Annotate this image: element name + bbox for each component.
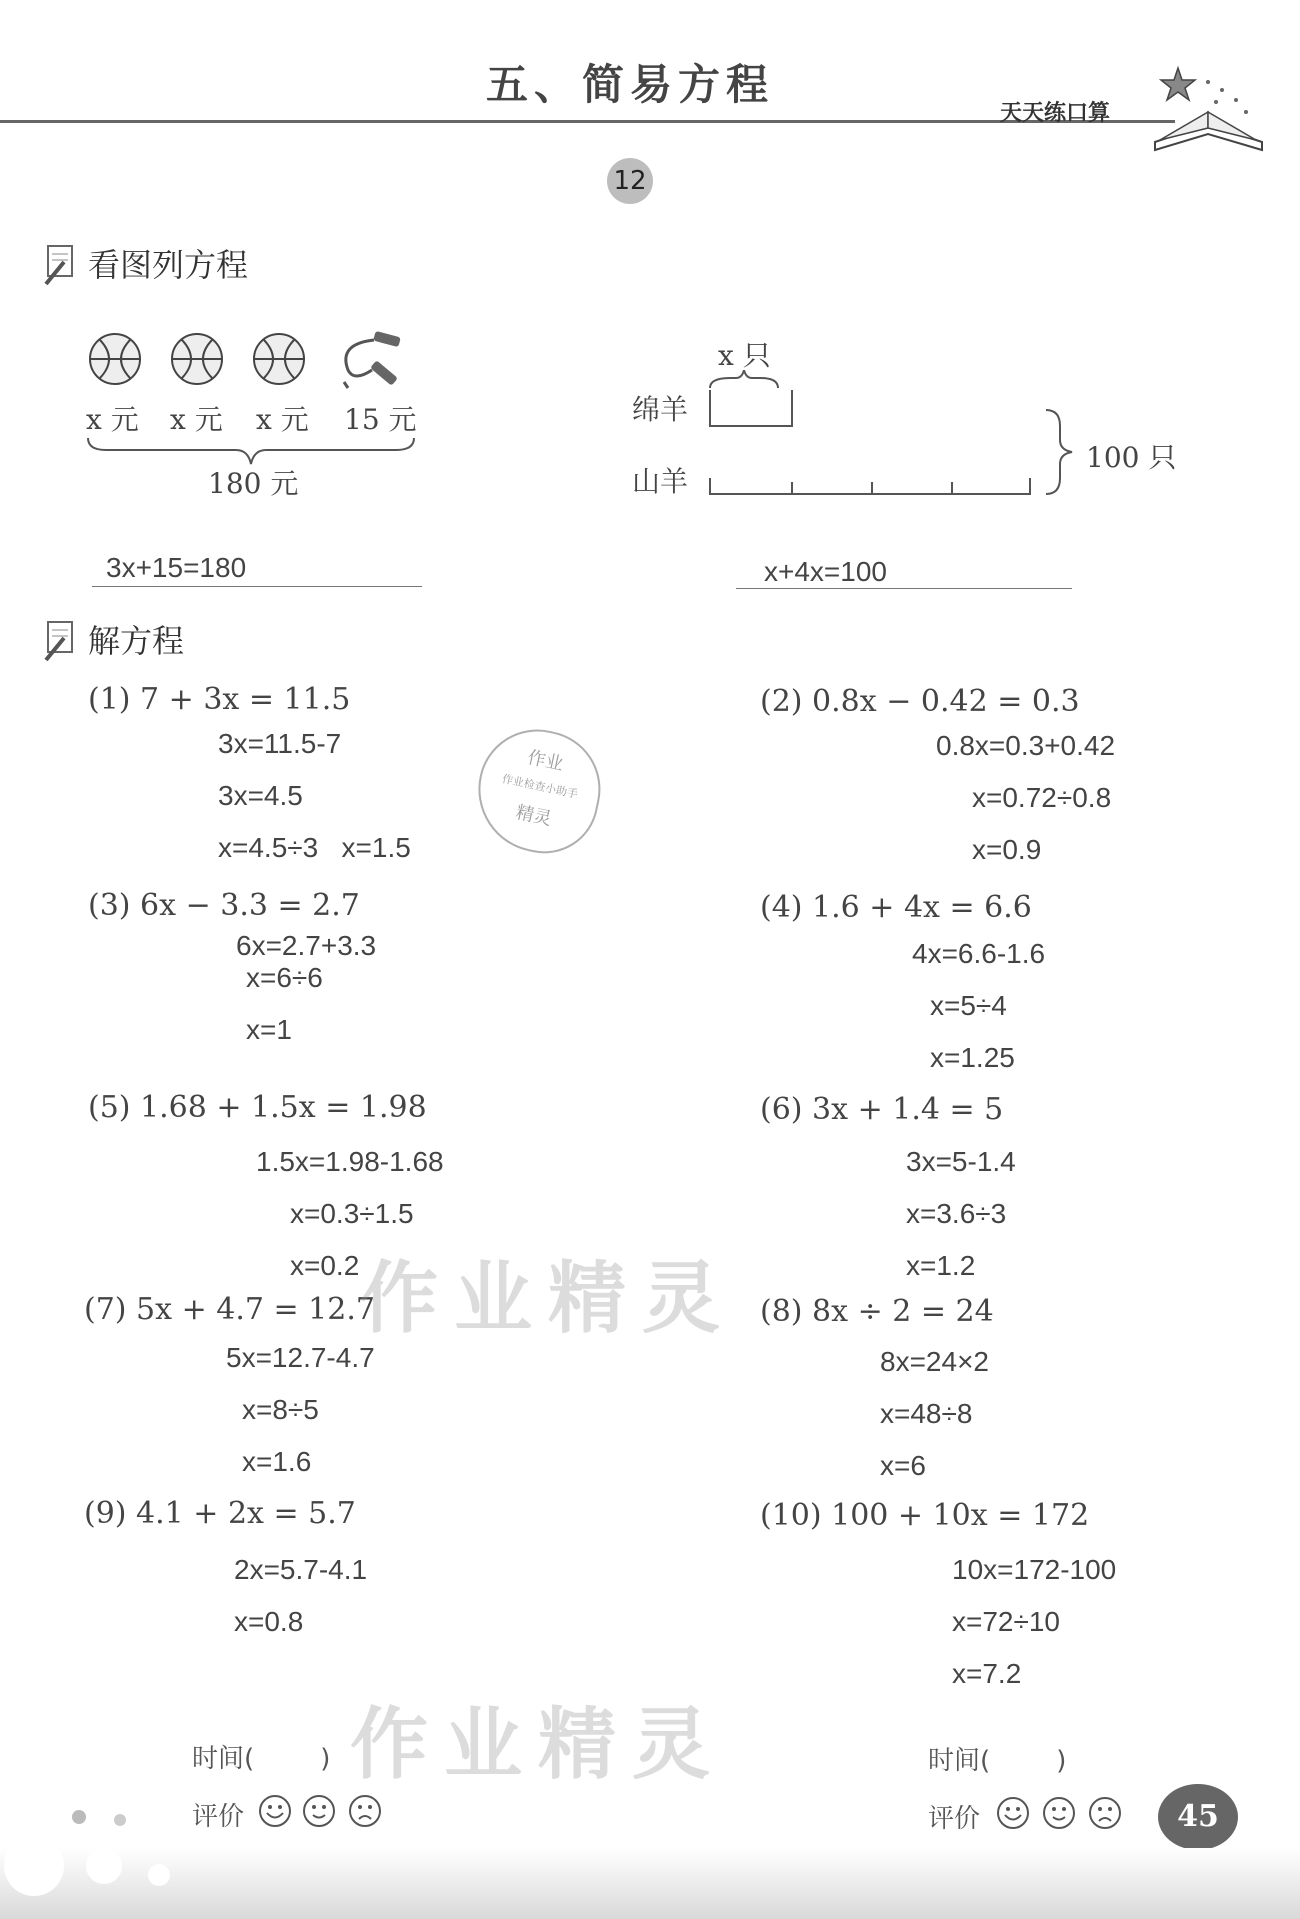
- problem-4-step: 4x=6.6-1.6: [912, 938, 1046, 969]
- header-divider: [0, 120, 1175, 123]
- exercise-number-badge: 12: [607, 158, 653, 204]
- basketball-icon: [252, 332, 306, 386]
- total-animals-label: 100 只: [1086, 441, 1177, 474]
- answer-line: [92, 586, 422, 587]
- rating-label: 评价: [192, 1802, 245, 1832]
- watermark-text: 作业精灵: [350, 1700, 727, 1790]
- problem-4-step: x=1.25: [930, 1042, 1015, 1073]
- problem-8-equation: (8) 8x ÷ 2 = 24: [760, 1294, 994, 1329]
- smile-face-icon[interactable]: [302, 1794, 336, 1828]
- problem-5-equation: (5) 1.68 + 1.5x = 1.98: [88, 1090, 427, 1125]
- problem-3-step: x=6÷6: [246, 962, 323, 993]
- problem-7-step: 5x=12.7-4.7: [226, 1342, 375, 1373]
- book-star-icon: [1150, 62, 1270, 154]
- problem-10-equation: (10) 100 + 10x = 172: [760, 1498, 1090, 1533]
- problem-1-step: 3x=11.5-7: [218, 728, 342, 759]
- decorative-dot: [4, 1836, 64, 1896]
- sad-face-icon[interactable]: [1088, 1796, 1122, 1830]
- problem-1-equation: (1) 7 + 3x = 11.5: [88, 682, 351, 717]
- problem-3-step: 6x=2.7+3.3: [236, 930, 377, 961]
- problem-7-step: x=8÷5: [242, 1394, 319, 1425]
- decorative-dot: [114, 1814, 126, 1826]
- basketball-icon: [170, 332, 224, 386]
- smiley-face-icon[interactable]: [258, 1794, 292, 1828]
- section-title-equation-from-picture: 看图列方程: [88, 246, 249, 284]
- problem-5-step: x=0.2: [290, 1250, 360, 1281]
- sheep-label: 绵羊: [632, 393, 689, 426]
- bar-diagram: [700, 370, 1080, 500]
- section-title-solve-equations: 解方程: [88, 622, 185, 660]
- smile-face-icon[interactable]: [1042, 1796, 1076, 1830]
- watermark-text: 作业精灵: [360, 1254, 737, 1344]
- homework-stamp: [467, 719, 612, 864]
- problem-7-step: x=1.6: [242, 1446, 312, 1477]
- problem-6-step: 3x=5-1.4: [906, 1146, 1016, 1177]
- answer-equation-1: 3x+15=180: [106, 552, 247, 583]
- problem-8-step: 8x=24×2: [880, 1346, 989, 1377]
- decorative-dot: [72, 1810, 86, 1824]
- footer-decoration: [0, 1848, 1300, 1919]
- total-price-label: 180 元: [208, 467, 299, 500]
- problem-2-step: x=0.9: [972, 834, 1042, 865]
- pencil-note-icon: [42, 616, 80, 664]
- problem-10-step: x=7.2: [952, 1658, 1022, 1689]
- stamp-text: 精灵: [513, 801, 554, 830]
- problem-3-step: x=1: [246, 1014, 292, 1045]
- rope-price-label: 15 元: [344, 403, 417, 436]
- ball-price-label: x 元: [170, 403, 223, 436]
- problem-5-step: x=0.3÷1.5: [290, 1198, 414, 1229]
- decorative-dot: [86, 1848, 122, 1884]
- page-title: 五、简易方程: [485, 60, 774, 109]
- ball-price-label: x 元: [86, 403, 139, 436]
- decorative-dot: [148, 1864, 170, 1886]
- smiley-face-icon[interactable]: [996, 1796, 1030, 1830]
- problem-6-step: x=3.6÷3: [906, 1198, 1007, 1229]
- page-number-badge: 45: [1158, 1784, 1238, 1850]
- problem-2-equation: (2) 0.8x − 0.42 = 0.3: [760, 684, 1080, 719]
- pencil-note-icon: [42, 240, 80, 288]
- basketball-icon: [88, 332, 142, 386]
- problem-1-step: x=4.5÷3 x=1.5: [218, 832, 411, 863]
- jump-rope-icon: [334, 330, 406, 390]
- sheep-count-label: x 只: [718, 339, 771, 372]
- problem-2-step: x=0.72÷0.8: [972, 782, 1112, 813]
- problem-5-step: 1.5x=1.98-1.68: [256, 1146, 444, 1177]
- problem-3-equation: (3) 6x − 3.3 = 2.7: [88, 888, 360, 923]
- ball-price-label: x 元: [256, 403, 309, 436]
- time-label: 时间( ): [192, 1744, 331, 1774]
- answer-equation-2: x+4x=100: [764, 556, 887, 587]
- stamp-text: 作业检查小助手: [500, 772, 579, 801]
- problem-7-equation: (7) 5x + 4.7 = 12.7: [84, 1292, 375, 1327]
- answer-line: [736, 588, 1072, 589]
- problem-8-step: x=48÷8: [880, 1398, 973, 1429]
- time-label: 时间( ): [928, 1746, 1067, 1776]
- problem-6-equation: (6) 3x + 1.4 = 5: [760, 1092, 1004, 1127]
- rating-label: 评价: [928, 1804, 981, 1834]
- goat-label: 山羊: [632, 465, 689, 498]
- problem-9-step: 2x=5.7-4.1: [234, 1554, 368, 1585]
- problem-6-step: x=1.2: [906, 1250, 976, 1281]
- problem-8-step: x=6: [880, 1450, 926, 1481]
- problem-9-equation: (9) 4.1 + 2x = 5.7: [84, 1496, 356, 1531]
- problem-10-step: 10x=172-100: [952, 1554, 1117, 1585]
- problem-10-step: x=72÷10: [952, 1606, 1061, 1637]
- problem-9-step: x=0.8: [234, 1606, 304, 1637]
- sad-face-icon[interactable]: [348, 1794, 382, 1828]
- brand-label: 天天练口算: [1000, 101, 1111, 126]
- problem-2-step: 0.8x=0.3+0.42: [936, 730, 1116, 761]
- problem-1-step: 3x=4.5: [218, 780, 303, 811]
- problem-4-equation: (4) 1.6 + 4x = 6.6: [760, 890, 1032, 925]
- stamp-text: 作业: [525, 747, 566, 776]
- problem-4-step: x=5÷4: [930, 990, 1007, 1021]
